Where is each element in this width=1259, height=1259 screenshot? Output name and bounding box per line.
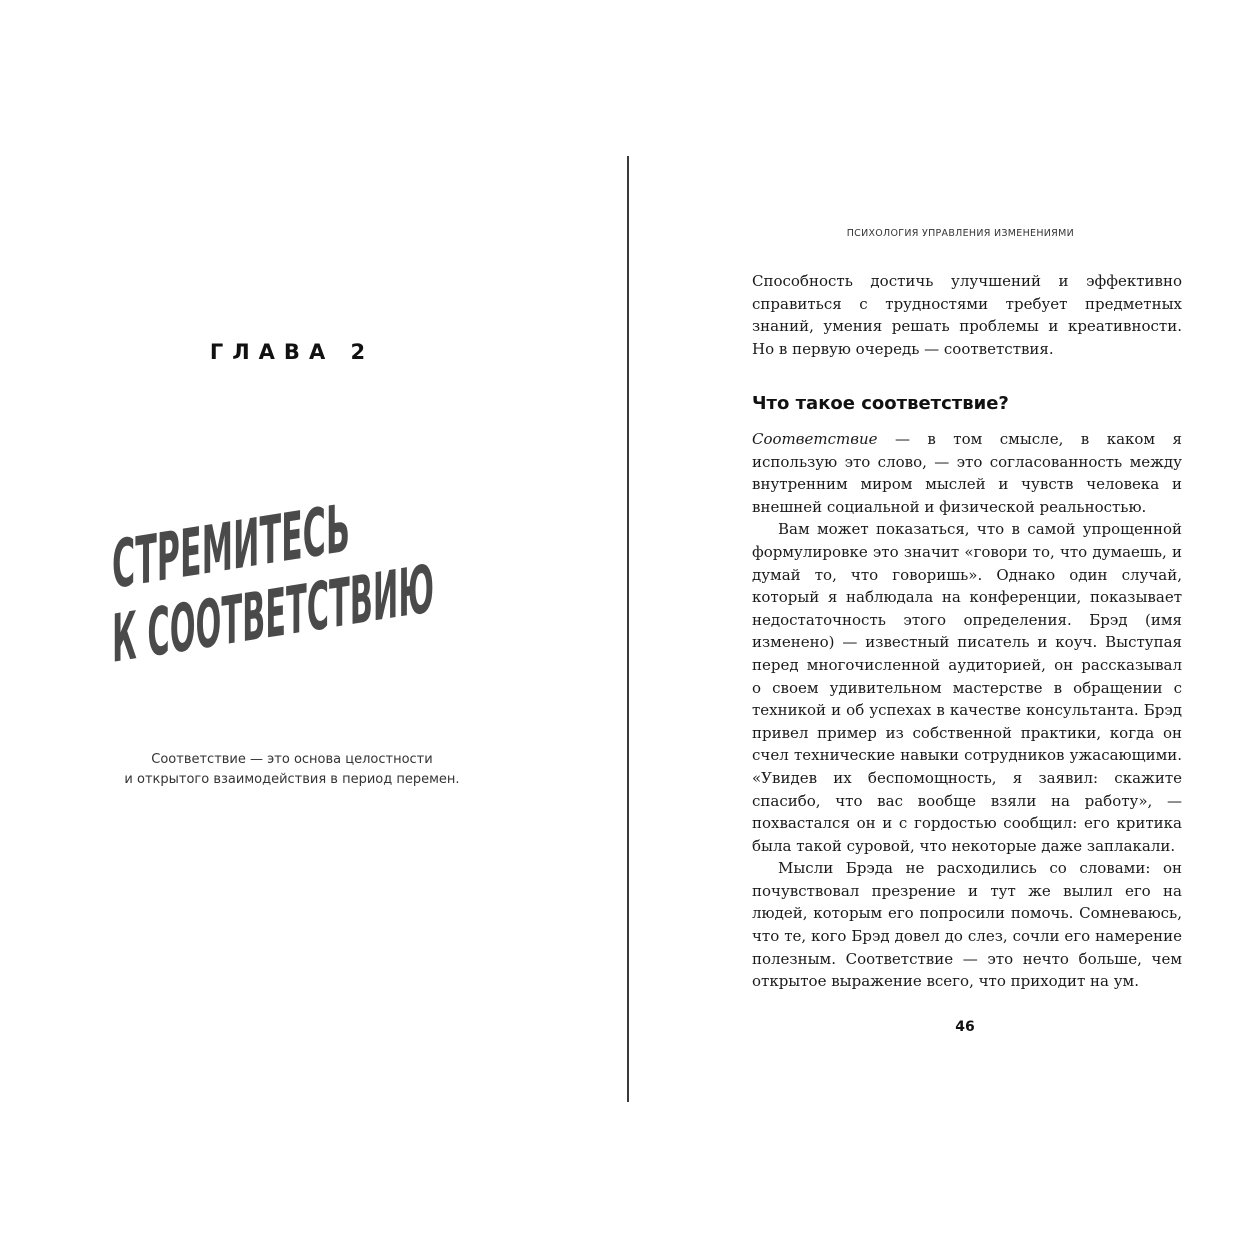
running-head: ПСИХОЛОГИЯ УПРАВЛЕНИЯ ИЗМЕНЕНИЯМИ bbox=[846, 228, 1074, 239]
body-text-block bbox=[752, 428, 1182, 993]
chapter-label: ГЛАВА 2 bbox=[209, 340, 375, 364]
epigraph-line-1: Соответствие — это основа целостности bbox=[151, 752, 433, 767]
epigraph-line-2: и открытого взаимодействия в период перемен. bbox=[124, 772, 460, 787]
chapter-title-svg bbox=[104, 500, 444, 670]
section-heading: Что такое соответствие? bbox=[752, 393, 1009, 414]
page-number: 46 bbox=[955, 1019, 975, 1035]
definition-paragraph bbox=[752, 428, 1182, 518]
paragraph-2: Вам может показаться, что в самой упрощенной формулировке это значит «говори то, что думаешь, и думай то, что говоришь». Однако один случай, который я наблюдала на конференции, показывает недостаточность этого определения. Брэд (имя изменено) — известный писатель и коуч. Выступая перед многочисленной аудиторией, он рассказывал о своем удивительном мастерстве в обращении с техникой и об успехах в качестве консультанта. Брэд привел пример из собственной практики, когда он счел технические навыки сотрудников ужасающими. «Увидев их беспомощность, я заявил: скажите спасибо, что вас вообще взяли на работу», — похвастался он и с гордостью сообщил: его критика была такой суровой, что некоторые даже заплакали. bbox=[752, 520, 1182, 855]
definition-term: Соответствие bbox=[752, 430, 878, 448]
epigraph bbox=[110, 750, 474, 790]
paragraph-3: Мысли Брэда не расходились со словами: он почувствовал презрение и тут же вылил его на людей, которым его попросили помочь. Сомневаюсь, что те, кого Брэд довел до слез, сочли его намерение полезным. Соответствие — это нечто больше, чем открытое выражение всего, что приходит на ум. bbox=[752, 859, 1182, 991]
definition-rest: — в том смысле, в каком я использую это слово, — это согласованность между внутренним миром мыслей и чувств человека и внешней социальной и физической реальностью. bbox=[752, 430, 1182, 516]
chapter-title-line-2: К СООТВЕТСТВИЮ bbox=[112, 500, 444, 670]
chapter-title-block bbox=[104, 500, 444, 670]
page-divider bbox=[627, 156, 629, 1102]
chapter-title-line-1: СТРЕМИТЕСЬ bbox=[112, 500, 444, 604]
intro-paragraph: Способность достичь улучшений и эффективно справиться с трудностями требует предметных знаний, умения решать проблемы и креативности. Но в первую очередь — соответствия. bbox=[752, 272, 1182, 358]
